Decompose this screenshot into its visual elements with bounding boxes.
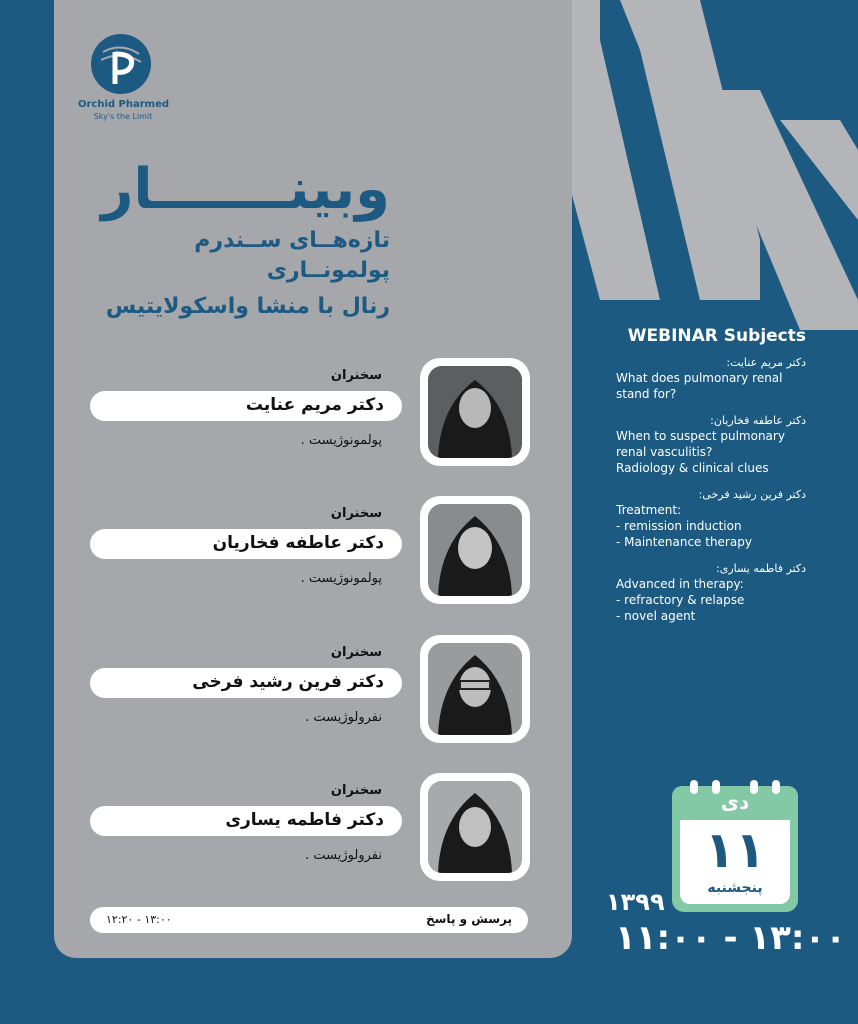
- portrait-icon: [428, 504, 522, 596]
- speaker-specialty: پولمونوژیست .: [300, 571, 382, 586]
- speaker-role: سخنران: [330, 783, 382, 798]
- subject-line: renal vasculitis?: [616, 445, 713, 459]
- speaker-photo: [420, 635, 530, 743]
- portrait-icon: [428, 643, 522, 735]
- title-sub-line2: رنال با منشا واسکولایتیس: [105, 294, 390, 319]
- event-time: ۱۱:۰۰ - ۱۳:۰۰: [615, 918, 846, 958]
- subject-line: Advanced in therapy:: [616, 577, 744, 591]
- webinar-title: [90, 157, 390, 322]
- subject-line: When to suspect pulmonary: [616, 429, 785, 443]
- subject-doctor: دکتر فاطمه یساری:: [716, 562, 806, 575]
- subject-line: - refractory & relapse: [616, 593, 745, 607]
- calendar-body: [672, 820, 798, 912]
- subject-line: stand for?: [616, 387, 677, 401]
- subject-line: What does pulmonary renal: [616, 371, 783, 385]
- speaker-name-pill: [90, 529, 402, 559]
- calendar-page: [680, 820, 790, 904]
- subject-line: - Maintenance therapy: [616, 535, 752, 549]
- brand-logo: [78, 32, 168, 132]
- subject-line: Radiology & clinical clues: [616, 461, 769, 475]
- calendar-header: [672, 786, 798, 820]
- event-year: ۱۳۹۹: [606, 888, 665, 916]
- qa-time: ۱۳:۰۰ - ۱۲:۲۰: [106, 913, 172, 926]
- speaker-photo: [420, 358, 530, 466]
- speaker-photo: [420, 496, 530, 604]
- calendar-weekday: پنجشنبه: [707, 880, 763, 896]
- speaker-name: دکتر فاطمه یساری: [225, 810, 384, 830]
- title-sub-line1: تازه‌هــای ســندرم پولمونــاری: [194, 228, 390, 283]
- speaker-name-pill: [90, 806, 402, 836]
- speaker-role: سخنران: [330, 368, 382, 383]
- title-main: وبینـــــــار: [101, 157, 390, 222]
- speaker-card: [90, 496, 530, 606]
- logo-mark-icon: [89, 32, 153, 96]
- subject-doctor: دکتر فرین رشید فرخی:: [698, 488, 806, 501]
- speaker-photo: [420, 773, 530, 881]
- subject-line: - remission induction: [616, 519, 742, 533]
- speaker-specialty: نفرولوژیست .: [305, 848, 382, 863]
- subjects-title: WEBINAR Subjects: [627, 326, 806, 346]
- calendar-month: دی: [720, 790, 750, 814]
- brand-tagline: Sky's the Limit: [93, 112, 153, 121]
- portrait-icon: [428, 781, 522, 873]
- brand-name: Orchid Pharmed: [78, 99, 170, 110]
- subject-line: - novel agent: [616, 609, 696, 623]
- subject-doctor: دکتر عاطفه فخاریان:: [710, 414, 806, 427]
- speaker-specialty: پولمونوژیست .: [300, 433, 382, 448]
- qa-label: پرسش و پاسخ: [425, 912, 512, 926]
- speaker-card: [90, 773, 530, 883]
- speaker-name-pill: [90, 668, 402, 698]
- webinar-subjects: [616, 326, 806, 624]
- speaker-name-pill: [90, 391, 402, 421]
- speaker-card: [90, 358, 530, 468]
- speaker-name: دکتر فرین رشید فرخی: [192, 672, 384, 692]
- speaker-name: دکتر مریم عنایت: [245, 395, 384, 415]
- subject-doctor: دکتر مریم عنایت:: [726, 356, 806, 369]
- speaker-role: سخنران: [330, 506, 382, 521]
- qa-session: [90, 907, 528, 933]
- calendar-day: ۱۱: [704, 821, 766, 879]
- calendar-icon: [672, 786, 798, 912]
- speaker-card: [90, 635, 530, 745]
- subject-line: Treatment:: [616, 503, 682, 517]
- speaker-role: سخنران: [330, 645, 382, 660]
- speaker-name: دکتر عاطفه فخاریان: [212, 533, 384, 553]
- portrait-icon: [428, 366, 522, 458]
- speaker-specialty: نفرولوژیست .: [305, 710, 382, 725]
